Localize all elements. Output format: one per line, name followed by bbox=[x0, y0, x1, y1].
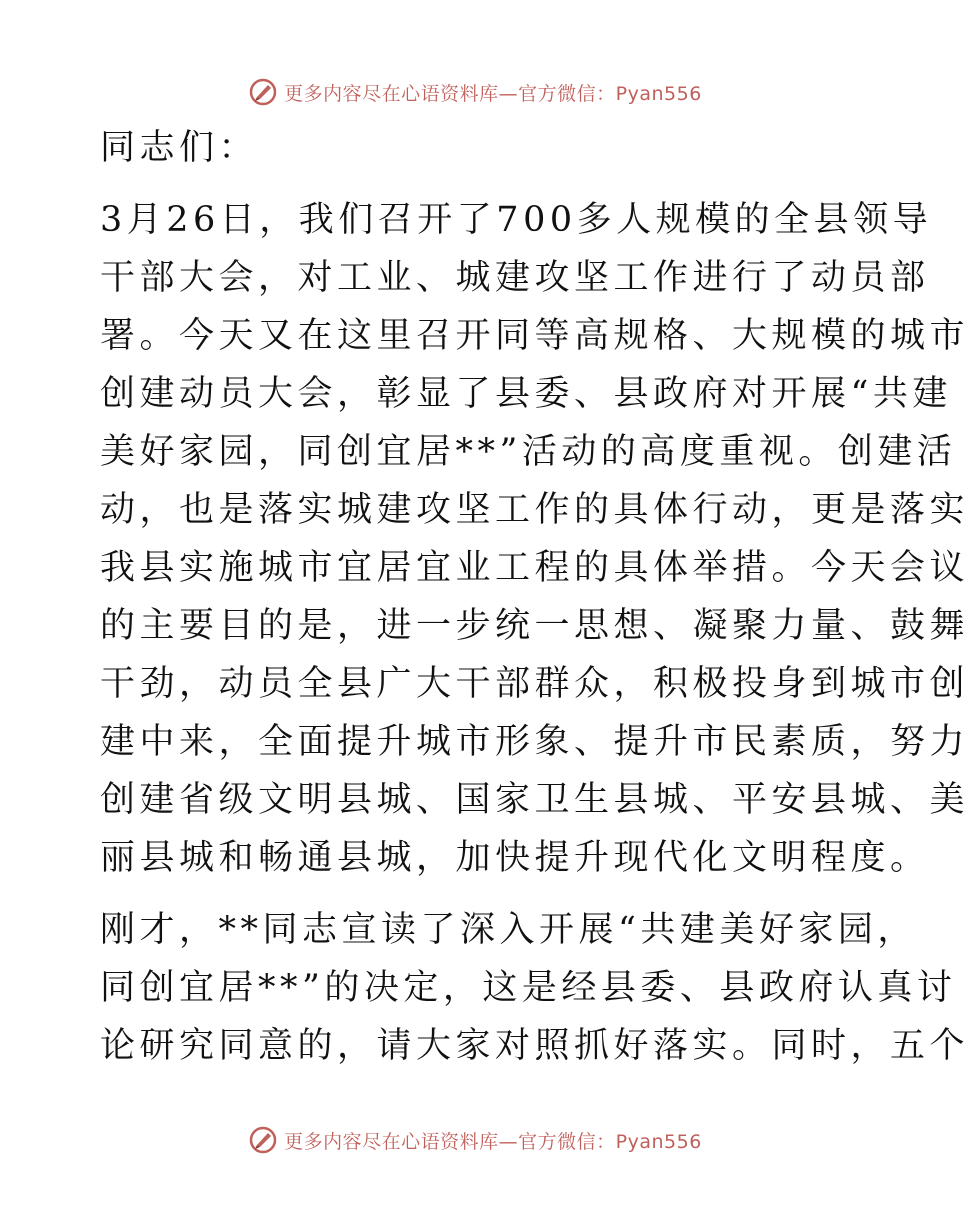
greeting: 同志们： bbox=[100, 128, 259, 168]
pen-logo-icon bbox=[248, 1125, 278, 1155]
pen-logo-icon bbox=[248, 77, 278, 107]
footer-watermark bbox=[0, 1120, 950, 1160]
header-watermark bbox=[0, 72, 950, 112]
paragraph-1-line-10: 建中来，全面提升城市形象、提升市民素质，努力 bbox=[100, 722, 969, 762]
paragraph-2-line-1: 刚才，**同志宣读了深入开展“共建美好家园， bbox=[100, 910, 917, 950]
paragraph-1-line-1: 3月26日，我们召开了700多人规模的全县领导 bbox=[100, 200, 933, 240]
paragraph-1-line-12: 丽县城和畅通县城，加快提升现代化文明程度。 bbox=[100, 838, 930, 878]
paragraph-2-line-2: 同创宜居**”的决定，这是经县委、县政府认真讨 bbox=[100, 968, 957, 1008]
paragraph-1-line-4: 创建动员大会，彰显了县委、县政府对开展“共建 bbox=[100, 374, 952, 414]
paragraph-1-line-2: 干部大会，对工业、城建攻坚工作进行了动员部 bbox=[100, 258, 930, 298]
watermark-text: 更多内容尽在心语资料库—官方微信：Pyan556 bbox=[284, 1130, 702, 1153]
paragraph-1-line-7: 我县实施城市宜居宜业工程的具体举措。今天会议 bbox=[100, 548, 969, 588]
watermark-text: 更多内容尽在心语资料库—官方微信：Pyan556 bbox=[284, 82, 702, 105]
paragraph-1-line-9: 干劲，动员全县广大干部群众，积极投身到城市创 bbox=[100, 664, 969, 704]
paragraph-1-line-8: 的主要目的是，进一步统一思想、凝聚力量、鼓舞 bbox=[100, 606, 969, 646]
paragraph-1-line-3: 署。今天又在这里召开同等高规格、大规模的城市 bbox=[100, 316, 969, 356]
paragraph-1-line-6: 动，也是落实城建攻坚工作的具体行动，更是落实 bbox=[100, 490, 969, 530]
paragraph-1-line-5: 美好家园，同创宜居**”活动的高度重视。创建活 bbox=[100, 432, 957, 472]
paragraph-2-line-3: 论研究同意的，请大家对照抓好落实。同时，五个 bbox=[100, 1026, 969, 1066]
paragraph-1-line-11: 创建省级文明县城、国家卫生县城、平安县城、美 bbox=[100, 780, 969, 820]
